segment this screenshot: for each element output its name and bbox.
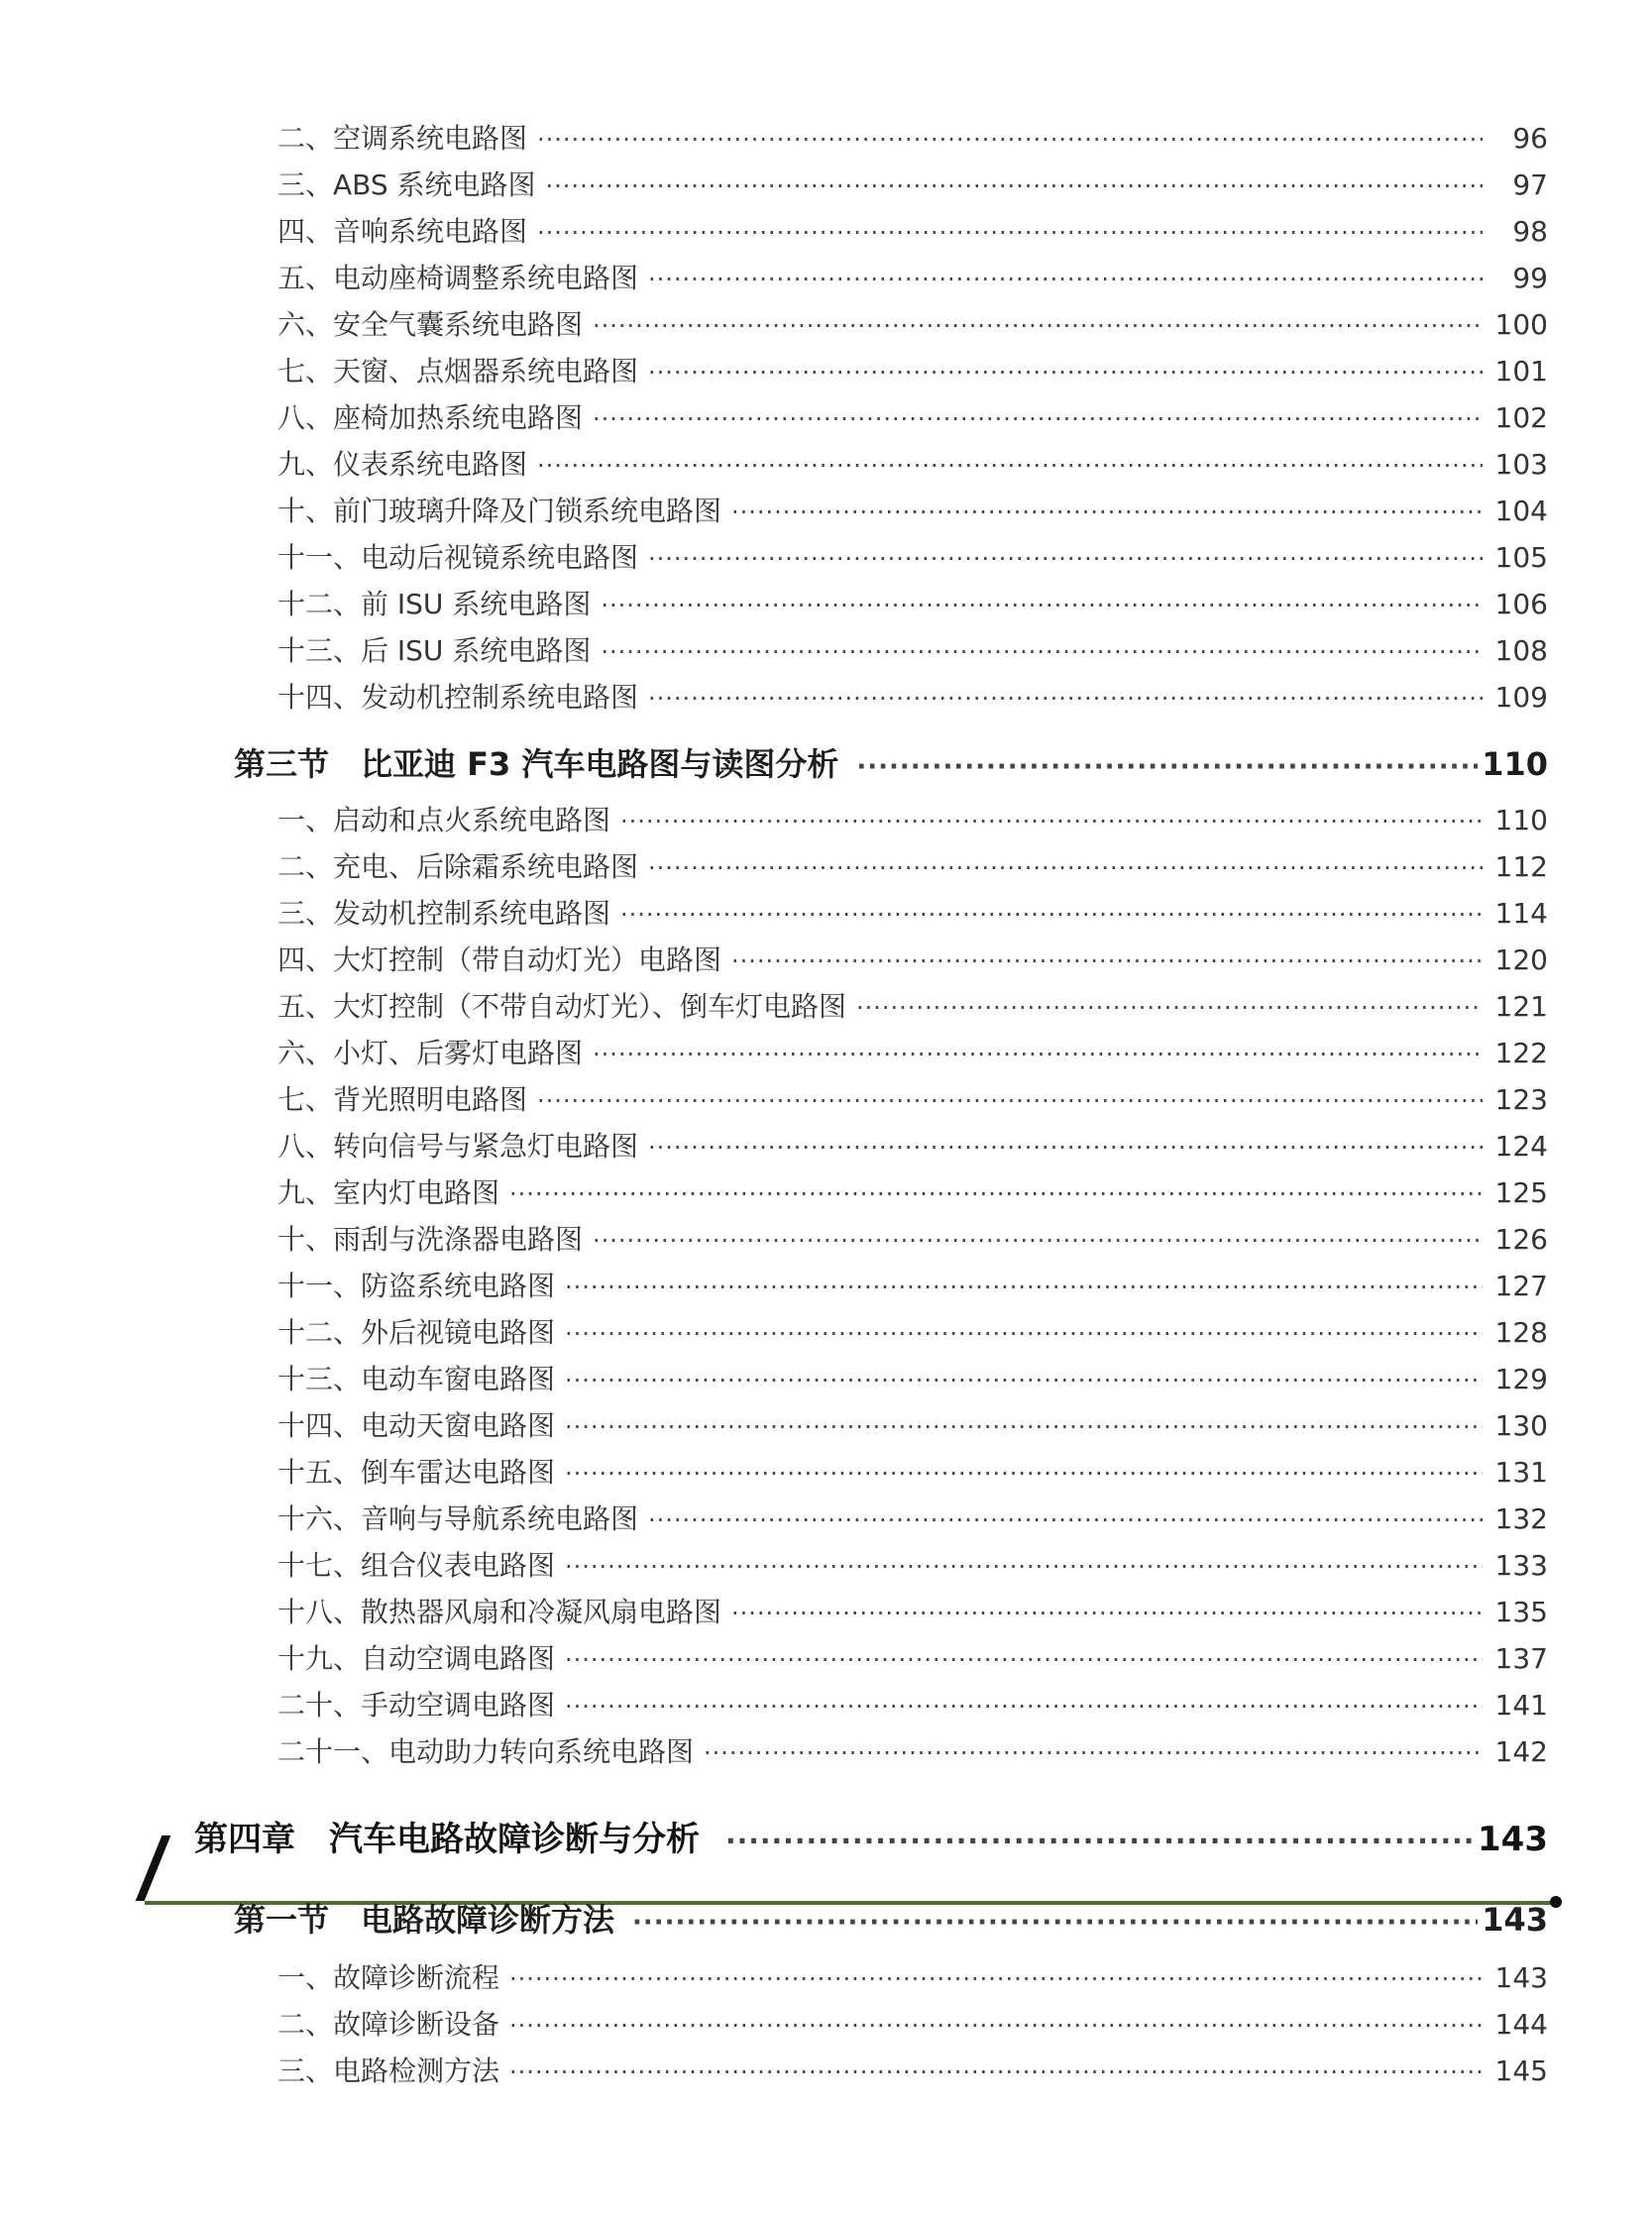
toc-item-title: 十二、外后视镜电路图 — [277, 1316, 556, 1349]
toc-item-title: 十二、前 ISU 系统电路图 — [277, 588, 592, 620]
toc-item-title: 二十一、电动助力转向系统电路图 — [277, 1735, 695, 1768]
toc-item-title: 三、ABS 系统电路图 — [277, 168, 536, 201]
dot-leader — [856, 994, 1483, 1022]
toc-item[interactable] — [277, 1544, 1548, 1584]
toc-item-page: 110 — [1494, 804, 1548, 836]
toc-item[interactable] — [277, 2050, 1548, 2089]
toc-item-title: 四、大灯控制（带自动灯光）电路图 — [277, 944, 722, 976]
toc-item-page: 123 — [1494, 1083, 1548, 1116]
toc-item-page: 122 — [1494, 1037, 1548, 1069]
dot-leader — [537, 219, 1483, 247]
toc-item[interactable] — [277, 1637, 1548, 1677]
toc-item-page: 114 — [1494, 897, 1548, 930]
dot-leader — [648, 266, 1483, 293]
toc-item-page: 101 — [1494, 355, 1548, 388]
toc-item-title: 九、仪表系统电路图 — [277, 448, 528, 481]
dot-leader — [565, 1646, 1483, 1674]
toc-item-title: 十、前门玻璃升降及门锁系统电路图 — [277, 495, 722, 527]
toc-item-title: 九、室内灯电路图 — [277, 1176, 500, 1209]
toc-item[interactable] — [277, 536, 1548, 576]
dot-leader — [565, 1320, 1483, 1348]
toc-item-page: 133 — [1494, 1549, 1548, 1582]
toc-chapter-heading[interactable] — [194, 1812, 1548, 1860]
toc-item-page: 99 — [1512, 262, 1548, 294]
toc-item[interactable] — [277, 799, 1548, 838]
dot-leader — [731, 1600, 1483, 1627]
toc-item[interactable] — [277, 629, 1548, 669]
toc-item-page: 105 — [1494, 541, 1548, 574]
chapter-page: 143 — [1478, 1820, 1548, 1859]
toc-item-page: 143 — [1494, 1961, 1548, 1994]
toc-item-title: 十四、发动机控制系统电路图 — [277, 681, 639, 714]
toc-item-title: 十八、散热器风扇和冷凝风扇电路图 — [277, 1596, 722, 1628]
toc-item-page: 144 — [1494, 2008, 1548, 2041]
toc-item[interactable] — [277, 2003, 1548, 2043]
dot-leader — [509, 1180, 1483, 1208]
dot-leader — [620, 808, 1483, 835]
toc-item[interactable] — [277, 1684, 1548, 1723]
toc-item-title: 八、转向信号与紧急灯电路图 — [277, 1130, 639, 1163]
toc-item-page: 126 — [1494, 1223, 1548, 1256]
dot-leader — [725, 1825, 1474, 1857]
toc-item-title: 六、安全气囊系统电路图 — [277, 308, 584, 341]
dot-leader — [565, 1460, 1483, 1488]
toc-item[interactable] — [277, 1078, 1548, 1118]
toc-item-title: 十九、自动空调电路图 — [277, 1642, 556, 1675]
toc-item[interactable] — [277, 396, 1548, 436]
section-page: 110 — [1482, 745, 1548, 783]
dot-leader — [593, 312, 1483, 340]
toc-item-title: 一、启动和点火系统电路图 — [277, 804, 611, 836]
dot-leader — [593, 1041, 1483, 1068]
chapter-title: 第四章 汽车电路故障诊断与分析 — [194, 1820, 700, 1859]
toc-item-page: 141 — [1494, 1689, 1548, 1722]
toc-item-page: 127 — [1494, 1270, 1548, 1302]
dot-leader — [565, 1413, 1483, 1441]
toc-item[interactable] — [277, 1451, 1548, 1491]
toc-item[interactable] — [277, 1956, 1548, 1996]
dot-leader — [632, 1908, 1478, 1938]
toc-item-page: 125 — [1494, 1176, 1548, 1209]
toc-item[interactable] — [277, 490, 1548, 529]
dot-leader — [546, 172, 1483, 200]
toc-item[interactable] — [277, 985, 1548, 1025]
toc-item-page: 103 — [1494, 448, 1548, 481]
toc-item-title: 二、充电、后除霜系统电路图 — [277, 850, 639, 883]
dot-leader — [565, 1274, 1483, 1301]
toc-item[interactable] — [277, 1404, 1548, 1444]
toc-item-page: 96 — [1512, 122, 1548, 155]
toc-item-title: 七、背光照明电路图 — [277, 1083, 528, 1116]
toc-item[interactable] — [277, 892, 1548, 932]
dot-leader — [648, 1134, 1483, 1162]
toc-item-title: 十六、音响与导航系统电路图 — [277, 1502, 639, 1535]
toc-item[interactable] — [277, 845, 1548, 885]
toc-item-page: 106 — [1494, 588, 1548, 620]
toc-item[interactable] — [277, 1358, 1548, 1397]
toc-item[interactable] — [277, 443, 1548, 483]
dot-leader — [704, 1739, 1483, 1767]
dot-leader — [509, 2012, 1483, 2040]
toc-item-page: 121 — [1494, 990, 1548, 1023]
dot-leader — [565, 1693, 1483, 1721]
toc-item-page: 102 — [1494, 401, 1548, 434]
toc-item-title: 三、发动机控制系统电路图 — [277, 897, 611, 930]
toc-item-page: 137 — [1494, 1642, 1548, 1675]
toc-item-page: 112 — [1494, 850, 1548, 883]
toc-item-title: 十一、电动后视镜系统电路图 — [277, 541, 639, 574]
toc-item-page: 142 — [1494, 1735, 1548, 1768]
dot-leader — [565, 1553, 1483, 1581]
toc-item-page: 129 — [1494, 1363, 1548, 1395]
toc-item-title: 十三、后 ISU 系统电路图 — [277, 634, 592, 667]
dot-leader — [731, 499, 1483, 526]
toc-item-page: 132 — [1494, 1502, 1548, 1535]
toc-item-title: 十、雨刮与洗涤器电路图 — [277, 1223, 584, 1256]
toc-item-title: 二、空调系统电路图 — [277, 122, 528, 155]
toc-item-page: 97 — [1512, 168, 1548, 201]
toc-item[interactable] — [277, 1265, 1548, 1304]
toc-item-title: 一、故障诊断流程 — [277, 1961, 500, 1994]
toc-item-title: 八、座椅加热系统电路图 — [277, 401, 584, 434]
toc-item[interactable] — [277, 1171, 1548, 1211]
toc-section-heading[interactable] — [234, 739, 1548, 785]
toc-item-page: 135 — [1494, 1596, 1548, 1628]
toc-section-heading[interactable] — [234, 1895, 1548, 1941]
toc-item[interactable] — [277, 210, 1548, 250]
dot-leader — [648, 1506, 1483, 1534]
dot-leader — [856, 752, 1478, 782]
toc-item-title: 七、天窗、点烟器系统电路图 — [277, 355, 639, 388]
dot-leader — [731, 947, 1483, 975]
dot-leader — [537, 452, 1483, 480]
dot-leader — [648, 854, 1483, 882]
toc-item-title: 二十、手动空调电路图 — [277, 1689, 556, 1722]
toc-item-page: 128 — [1494, 1316, 1548, 1349]
dot-leader — [648, 685, 1483, 713]
toc-item-title: 十三、电动车窗电路图 — [277, 1363, 556, 1395]
toc-item-title: 三、电路检测方法 — [277, 2055, 500, 2087]
toc-item[interactable] — [277, 676, 1548, 716]
toc-item-title: 六、小灯、后雾灯电路图 — [277, 1037, 584, 1069]
toc-item[interactable] — [277, 164, 1548, 203]
dot-leader — [565, 1367, 1483, 1394]
toc-item-page: 108 — [1494, 634, 1548, 667]
toc-item-title: 五、电动座椅调整系统电路图 — [277, 262, 639, 294]
toc-item-page: 100 — [1494, 308, 1548, 341]
toc-item[interactable] — [277, 1311, 1548, 1351]
section-title: 第三节 比亚迪 F3 汽车电路图与读图分析 — [234, 745, 839, 783]
dot-leader — [648, 545, 1483, 573]
dot-leader — [620, 901, 1483, 929]
toc-item[interactable] — [277, 1730, 1548, 1770]
toc-item[interactable] — [277, 1591, 1548, 1630]
dot-leader — [601, 592, 1483, 619]
toc-item-page: 120 — [1494, 944, 1548, 976]
toc-item[interactable] — [277, 1498, 1548, 1537]
section-page: 143 — [1482, 1901, 1548, 1939]
dot-leader — [509, 1965, 1483, 1993]
toc-item-title: 四、音响系统电路图 — [277, 215, 528, 248]
toc-item-title: 十五、倒车雷达电路图 — [277, 1456, 556, 1489]
section-title: 第一节 电路故障诊断方法 — [234, 1901, 615, 1939]
toc-item[interactable] — [277, 583, 1548, 622]
toc-item[interactable] — [277, 939, 1548, 978]
dot-leader — [601, 638, 1483, 666]
toc-item[interactable] — [277, 350, 1548, 389]
toc-item[interactable] — [277, 117, 1548, 157]
chapter-slash-mark — [136, 1835, 171, 1901]
toc-item-page: 130 — [1494, 1409, 1548, 1442]
dot-leader — [509, 2058, 1483, 2086]
dot-leader — [537, 1087, 1483, 1115]
toc-item-title: 十七、组合仪表电路图 — [277, 1549, 556, 1582]
toc-item-page: 109 — [1494, 681, 1548, 714]
toc-item-title: 十一、防盗系统电路图 — [277, 1270, 556, 1302]
toc-item-title: 十四、电动天窗电路图 — [277, 1409, 556, 1442]
dot-leader — [593, 1227, 1483, 1255]
dot-leader — [537, 126, 1483, 154]
toc-item[interactable] — [277, 257, 1548, 296]
toc-item[interactable] — [277, 1125, 1548, 1165]
toc-item-page: 131 — [1494, 1456, 1548, 1489]
chapter-rule-dot — [1550, 1896, 1562, 1908]
toc-item[interactable] — [277, 1032, 1548, 1071]
toc-item-title: 五、大灯控制（不带自动灯光）、倒车灯电路图 — [277, 990, 847, 1023]
toc-item[interactable] — [277, 303, 1548, 343]
toc-item-page: 124 — [1494, 1130, 1548, 1163]
toc-item-title: 二、故障诊断设备 — [277, 2008, 500, 2041]
toc-item-page: 104 — [1494, 495, 1548, 527]
dot-leader — [593, 405, 1483, 433]
toc-item-page: 98 — [1512, 215, 1548, 248]
toc-item[interactable] — [277, 1218, 1548, 1258]
toc-item-page: 145 — [1494, 2055, 1548, 2087]
dot-leader — [648, 359, 1483, 387]
